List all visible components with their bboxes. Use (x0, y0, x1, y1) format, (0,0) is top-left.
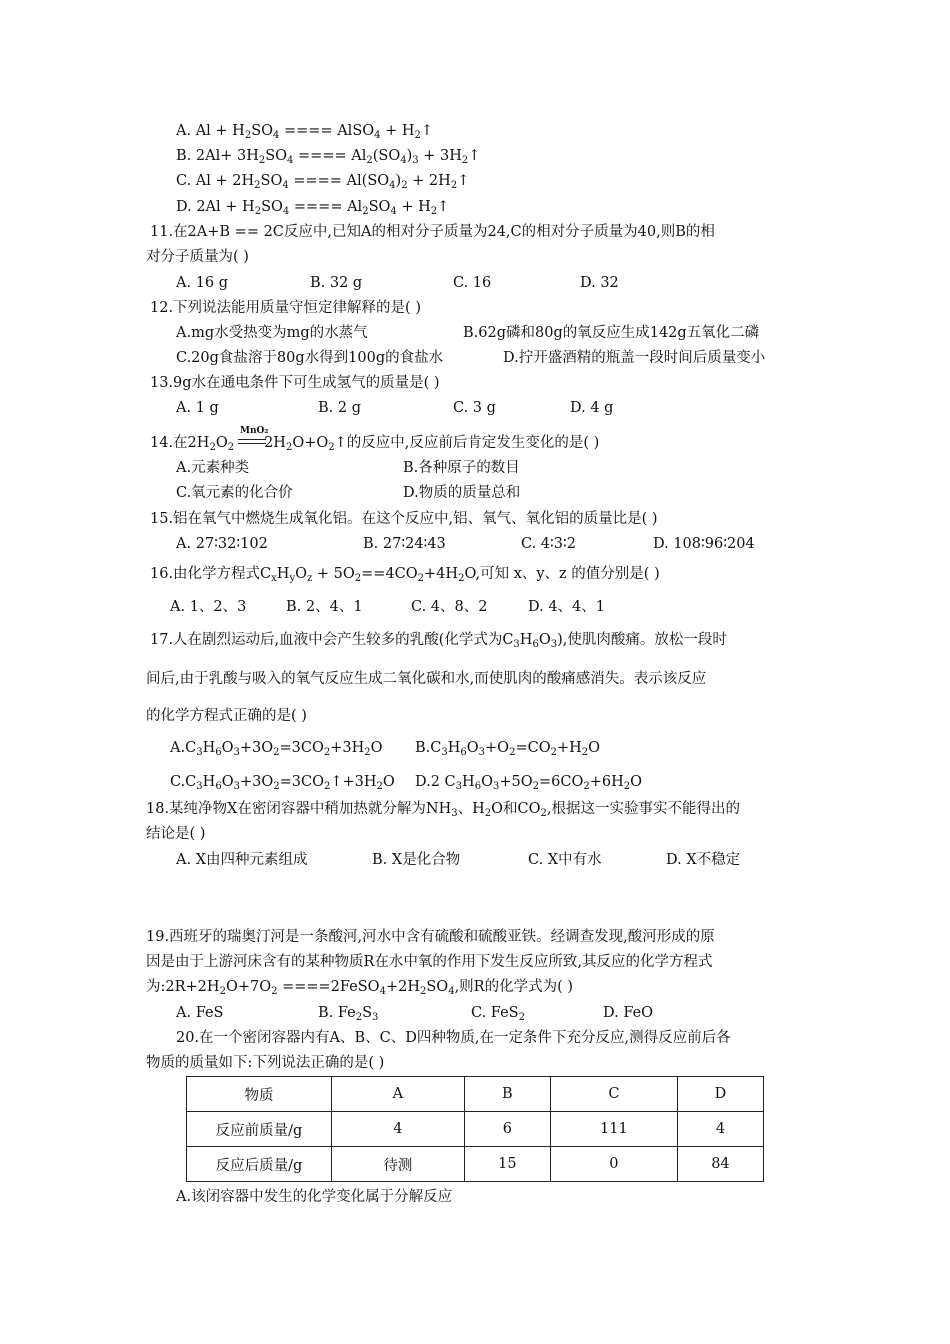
q17-option-a: $A.C_3H_6O_3+3O_2=3CO_2+3H_2O$ (170, 740, 383, 758)
q19-option-b: B. $Fe_2S_3$ (318, 1005, 379, 1023)
q19-stem-line2: 因是由于上游河床含有的某种物质R在水中氧的作用下发生反应所致,其反应的化学方程式 (146, 954, 713, 970)
table-cell: 物质 (187, 1077, 332, 1112)
q18-option-b: B. X是化合物 (372, 852, 461, 868)
q15-stem: 15.铝在氧气中燃烧生成氧化铝。在这个反应中,铝、氧气、氧化铝的质量比是( ) (150, 511, 658, 527)
q17-stem-line1: 17.人在剧烈运动后,血液中会产生较多的乳酸(化学式为$C_3H_6O_3$),使肌肉酸痛。放松一段时 (150, 632, 727, 650)
table-row (187, 1112, 764, 1147)
table-cell: 6 (464, 1112, 550, 1147)
table-cell: 反应后质量/g (187, 1147, 332, 1182)
q11-option-a: A. 16 g (176, 275, 229, 291)
q12-stem: 12.下列说法能用质量守恒定律解释的是( ) (150, 300, 421, 316)
table-cell: 0 (550, 1147, 677, 1182)
q15-option-b: B. 27∶24∶43 (363, 536, 446, 552)
q16-option-b: B. 2、4、1 (286, 599, 363, 615)
q10-option-a: A. $Al + H_2SO_4$ ==== AlSO$_4$ + $H_2↑$ (176, 123, 434, 141)
q14-option-c: C.氧元素的化合价 (176, 485, 293, 501)
q10-option-d: D. $2Al + H_2SO_4$ ==== $Al_2SO_4$ + $H_2↑$ (176, 199, 450, 217)
table-cell: 15 (464, 1147, 550, 1182)
q19-option-d: D. FeO (603, 1005, 654, 1021)
q13-option-b: B. 2 g (318, 400, 361, 416)
table-cell: C (550, 1077, 677, 1112)
q15-option-c: C. 4∶3∶2 (521, 536, 577, 552)
q19-equation: 为$:2R+2H_2O+7O_2$ $====2FeSO_4+2H_2SO_4$,则R的化学式为( ) (146, 979, 574, 997)
q12-option-d: D.拧开盛酒精的瓶盖一段时间后质量变小 (503, 350, 766, 366)
q13-option-a: A. 1 g (176, 400, 219, 416)
table-cell: 4 (677, 1112, 763, 1147)
q11-stem-line2: 对分子质量为( ) (146, 249, 249, 265)
q16-stem: 16.由化学方程式$C_xH_yO_z + 5O_2==4CO_2+4H_2O$,可知 x、y、z 的值分别是( ) (150, 566, 660, 584)
q13-option-c: C. 3 g (453, 400, 496, 416)
q15-option-a: A. 27∶32∶102 (176, 536, 268, 552)
table-cell: 待测 (332, 1147, 465, 1182)
table-row (187, 1147, 764, 1182)
q11-option-d: D. 32 (580, 275, 619, 291)
q19-option-c: C. FeS$_2$ (471, 1005, 525, 1023)
q10-option-c: C. $Al + 2H_2SO_4$ ==== $Al(SO_4)_2$ + $2H_2↑$ (176, 173, 470, 191)
q16-option-c: C. 4、8、2 (411, 599, 488, 615)
table-cell: 反应前质量/g (187, 1112, 332, 1147)
q11-stem-line1: 11.在2A+B == 2C反应中,已知A的相对分子质量为24,C的相对分子质量为40,则B的相 (150, 224, 715, 240)
q14-option-a: A.元素种类 (176, 460, 250, 476)
q19-stem-line1: 19.西班牙的瑞奥汀河是一条酸河,河水中含有硫酸和硫酸亚铁。经调查发现,酸河形成的原 (146, 929, 715, 945)
q17-stem-line2: 间后,由于乳酸与吸入的氧气反应生成二氧化碳和水,而使肌肉的酸痛感消失。表示该反应 (146, 671, 707, 687)
q18-option-a: A. X由四种元素组成 (176, 852, 308, 868)
q17-option-b: $B.C_3H_6O_3+O_2=CO_2+H_2O$ (415, 740, 601, 758)
q13-option-d: D. 4 g (570, 400, 614, 416)
table-cell: 111 (550, 1112, 677, 1147)
q12-option-c: C.20g食盐溶于80g水得到100g的食盐水 (176, 350, 444, 366)
table-cell: A (332, 1077, 465, 1112)
q17-stem-line3: 的化学方程式正确的是( ) (146, 708, 307, 724)
q16-option-a: A. 1、2、3 (170, 599, 247, 615)
q12-option-b: B.62g磷和80g的氧反应生成142g五氧化二磷 (463, 325, 760, 341)
q18-stem-line2: 结论是( ) (146, 826, 206, 842)
q19-option-a: A. FeS (176, 1005, 224, 1021)
q15-option-d: D. 108∶96∶204 (653, 536, 755, 552)
q14-stem: 14.在$2H_2O_2$ $2H_2O+O_2↑$的反应中,反应前后肯定发生变化的是( ) (150, 435, 600, 453)
table-cell: D (677, 1077, 763, 1112)
q14-option-b: B.各种原子的数目 (403, 460, 520, 476)
q10-option-b: B. $2Al+ 3H_2SO_4$ ==== $Al_2(SO_4)_3$ + $3H_2↑$ (176, 148, 481, 166)
q17-option-d: D.2 $C_3H_6O_3+5O_2=6CO_2+6H_2O$ (415, 774, 642, 792)
q18-option-c: C. X中有水 (528, 852, 602, 868)
q12-option-a: A.mg水受热变为mg的水蒸气 (176, 325, 368, 341)
q16-option-d: D. 4、4、1 (528, 599, 606, 615)
q13-stem: 13.9g水在通电条件下可生成氢气的质量是( ) (150, 375, 440, 391)
q20-stem-line1: 20.在一个密闭容器内有A、B、C、D四种物质,在一定条件下充分反应,测得反应前后各 (176, 1030, 731, 1046)
q18-option-d: D. X不稳定 (666, 852, 741, 868)
table-cell: B (464, 1077, 550, 1112)
q11-option-b: B. 32 g (310, 275, 363, 291)
q20-option-a: A.该闭容器中发生的化学变化属于分解反应 (176, 1189, 453, 1205)
q20-stem-line2: 物质的质量如下:下列说法正确的是( ) (146, 1055, 385, 1071)
q11-option-c: C. 16 (453, 275, 492, 291)
q17-option-c: $C.C_3H_6O_3+3O_2=3CO_2↑+3H_2O$ (170, 774, 395, 792)
table-header-row (187, 1077, 764, 1112)
table-cell: 4 (332, 1112, 465, 1147)
q14-option-d: D.物质的质量总和 (403, 485, 521, 501)
q18-stem-line1: 18.某纯净物X在密闭容器中稍加热就分解为$NH_3$、$H_2O$和$CO_2$,根据这一实验事实不能得出的 (146, 801, 740, 819)
catalyst-label: MnO₂ (240, 426, 269, 436)
mass-table (186, 1076, 764, 1182)
table-cell: 84 (677, 1147, 763, 1182)
